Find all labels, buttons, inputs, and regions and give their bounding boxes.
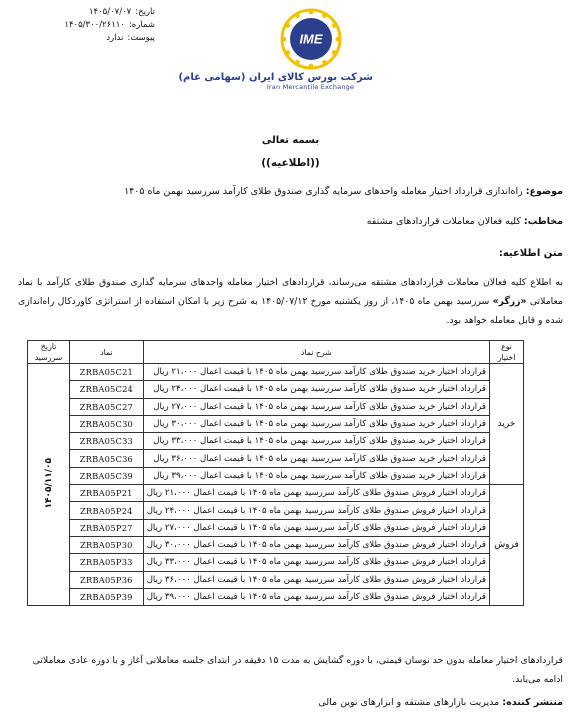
description-cell: قرارداد اختیار فروش صندوق طلای کارآمد سررسید بهمن ماه ۱۴۰۵ با قیمت اعمال ۲۴،۰۰۰ ریال — [143, 502, 489, 519]
company-name-fa: شرکت بورس کالای ایران (سهامی عام) — [178, 72, 373, 83]
notice-title: ((اطلاعیه)) — [261, 157, 320, 169]
symbol-cell: ZRBA05P24 — [70, 502, 144, 519]
attachment-line — [20, 32, 155, 45]
subject-text: راه‌اندازی قرارداد اختیار معامله واحدهای سرمایه گذاری صندوق طلای کارآمد سررسید بهمن ماه ۱۴۰۵ — [124, 186, 523, 197]
number-label: شماره: — [128, 20, 155, 30]
attachment-label: پیوست: — [127, 33, 155, 43]
description-cell: قرارداد اختیار خرید صندوق طلای کارآمد سررسید بهمن ماه ۱۴۰۵ با قیمت اعمال ۳۳،۰۰۰ ریال — [143, 433, 489, 450]
description-cell: قرارداد اختیار فروش صندوق طلای کارآمد سررسید بهمن ماه ۱۴۰۵ با قیمت اعمال ۳۰،۰۰۰ ریال — [143, 536, 489, 553]
body-label: متن اطلاعیه: — [498, 248, 563, 259]
table-row — [28, 467, 524, 484]
body-symbol: «زرگر» — [492, 296, 527, 307]
symbol-cell: ZRBA05C21 — [70, 364, 144, 381]
date-value: ۱۴۰۵/۰۷/۰۷ — [88, 7, 132, 17]
description-cell: قرارداد اختیار خرید صندوق طلای کارآمد سررسید بهمن ماه ۱۴۰۵ با قیمت اعمال ۲۴،۰۰۰ ریال — [143, 381, 489, 398]
symbol-cell: ZRBA05C39 — [70, 467, 144, 484]
subject-line — [18, 186, 563, 197]
header-maturity: تاریخ سررسید — [28, 341, 70, 364]
symbol-cell: ZRBA05P33 — [70, 554, 144, 571]
symbol-cell: ZRBA05C30 — [70, 415, 144, 432]
description-cell: قرارداد اختیار فروش صندوق طلای کارآمد سررسید بهمن ماه ۱۴۰۵ با قیمت اعمال ۳۹،۰۰۰ ریال — [143, 588, 489, 605]
body-part-1: به اطلاع کلیه فعالان معاملات قراردادهای مشتقه می‌رساند، قراردادهای اختیار معامله واحدهای سرمایه گذاری صندوق طلای کارآمد با نماد معاملاتی — [18, 277, 563, 307]
symbol-cell: ZRBA05C36 — [70, 450, 144, 467]
description-cell: قرارداد اختیار فروش صندوق طلای کارآمد سررسید بهمن ماه ۱۴۰۵ با قیمت اعمال ۲۷،۰۰۰ ریال — [143, 519, 489, 536]
bismillah-heading: بسمه تعالی — [261, 135, 320, 146]
table-row — [28, 485, 524, 502]
table-row — [28, 536, 524, 553]
subject-label: موضوع: — [525, 186, 563, 197]
table-row — [28, 364, 524, 381]
symbol-cell: ZRBA05C24 — [70, 381, 144, 398]
symbol-cell: ZRBA05C27 — [70, 398, 144, 415]
table-row — [28, 519, 524, 536]
description-cell: قرارداد اختیار فروش صندوق طلای کارآمد سررسید بهمن ماه ۱۴۰۵ با قیمت اعمال ۳۳،۰۰۰ ریال — [143, 554, 489, 571]
publisher-text: مدیریت بازارهای مشتقه و ابزارهای نوین مالی — [318, 697, 500, 708]
description-cell: قرارداد اختیار فروش صندوق طلای کارآمد سررسید بهمن ماه ۱۴۰۵ با قیمت اعمال ۲۱،۰۰۰ ریال — [143, 485, 489, 502]
symbol-cell: ZRBA05P21 — [70, 485, 144, 502]
number-value: ۱۴۰۵/۳۰۰/۲۶۱۱۰ — [64, 20, 125, 30]
company-logo — [178, 8, 373, 120]
body-paragraph — [18, 273, 563, 330]
company-name-en: Iran Mercantile Exchange — [266, 83, 355, 91]
header-description: شرح نماد — [143, 341, 489, 364]
maturity-date-cell — [28, 364, 70, 606]
maturity-date-text: ۱۴۰۵/۱۱/۰۵ — [43, 457, 54, 509]
description-cell: قرارداد اختیار خرید صندوق طلای کارآمد سررسید بهمن ماه ۱۴۰۵ با قیمت اعمال ۳۰،۰۰۰ ریال — [143, 415, 489, 432]
description-cell: قرارداد اختیار فروش صندوق طلای کارآمد سررسید بهمن ماه ۱۴۰۵ با قیمت اعمال ۳۶،۰۰۰ ریال — [143, 571, 489, 588]
symbol-cell: ZRBA05P36 — [70, 571, 144, 588]
footer-note: قراردادهای اختیار معامله بدون حد نوسان قیمتی، با دوره گشایش به مدت ۱۵ دقیقه در ابتدای جلسه معاملاتی آغاز و با دوره عادی معاملاتی ادامه می‌یابد. — [32, 655, 563, 685]
table-row — [28, 502, 524, 519]
publisher-line — [18, 697, 563, 708]
option-type-cell: فروش — [489, 485, 523, 606]
table-header-row — [28, 341, 524, 364]
table-row — [28, 588, 524, 605]
table-row — [28, 554, 524, 571]
symbol-cell: ZRBA05P30 — [70, 536, 144, 553]
attachment-value: ندارد — [106, 33, 124, 43]
table-body — [28, 364, 524, 606]
symbol-cell: ZRBA05P27 — [70, 519, 144, 536]
header-type: نوع اختیار — [489, 341, 523, 364]
date-line — [20, 6, 155, 19]
table-row — [28, 571, 524, 588]
table-row — [28, 381, 524, 398]
table-row — [28, 433, 524, 450]
description-cell: قرارداد اختیار خرید صندوق طلای کارآمد سررسید بهمن ماه ۱۴۰۵ با قیمت اعمال ۳۶،۰۰۰ ریال — [143, 450, 489, 467]
description-cell: قرارداد اختیار خرید صندوق طلای کارآمد سررسید بهمن ماه ۱۴۰۵ با قیمت اعمال ۲۱،۰۰۰ ریال — [143, 364, 489, 381]
table-row — [28, 398, 524, 415]
description-cell: قرارداد اختیار خرید صندوق طلای کارآمد سررسید بهمن ماه ۱۴۰۵ با قیمت اعمال ۳۹،۰۰۰ ریال — [143, 467, 489, 484]
addressee-line — [18, 216, 563, 227]
publisher-label: منتشر کننده: — [502, 697, 563, 708]
table-row — [28, 450, 524, 467]
symbol-cell: ZRBA05C33 — [70, 433, 144, 450]
addressee-label: مخاطب: — [523, 216, 563, 227]
letter-meta — [20, 6, 155, 45]
header-symbol: نماد — [70, 341, 144, 364]
ime-emblem-icon — [280, 8, 342, 70]
symbol-cell: ZRBA05P39 — [70, 588, 144, 605]
addressee-text: کلیه فعالان معاملات قراردادهای مشتقه — [366, 216, 521, 227]
option-type-cell: خرید — [489, 364, 523, 485]
options-table — [27, 340, 524, 606]
body-part-2: سررسید بهمن ماه ۱۴۰۵، از روز یکشنبه مورخ ۱۴۰۵/۰۷/۱۲ به شرح زیر با امکان استفاده از استراتژی کاورد‌کال راه‌اندازی شده و قابل معامله خواهد بود. — [18, 296, 563, 326]
description-cell: قرارداد اختیار خرید صندوق طلای کارآمد سررسید بهمن ماه ۱۴۰۵ با قیمت اعمال ۲۷،۰۰۰ ریال — [143, 398, 489, 415]
number-line — [20, 19, 155, 32]
svg-text:IME: IME — [298, 31, 323, 47]
table-row — [28, 415, 524, 432]
date-label: تاریخ: — [135, 7, 155, 17]
